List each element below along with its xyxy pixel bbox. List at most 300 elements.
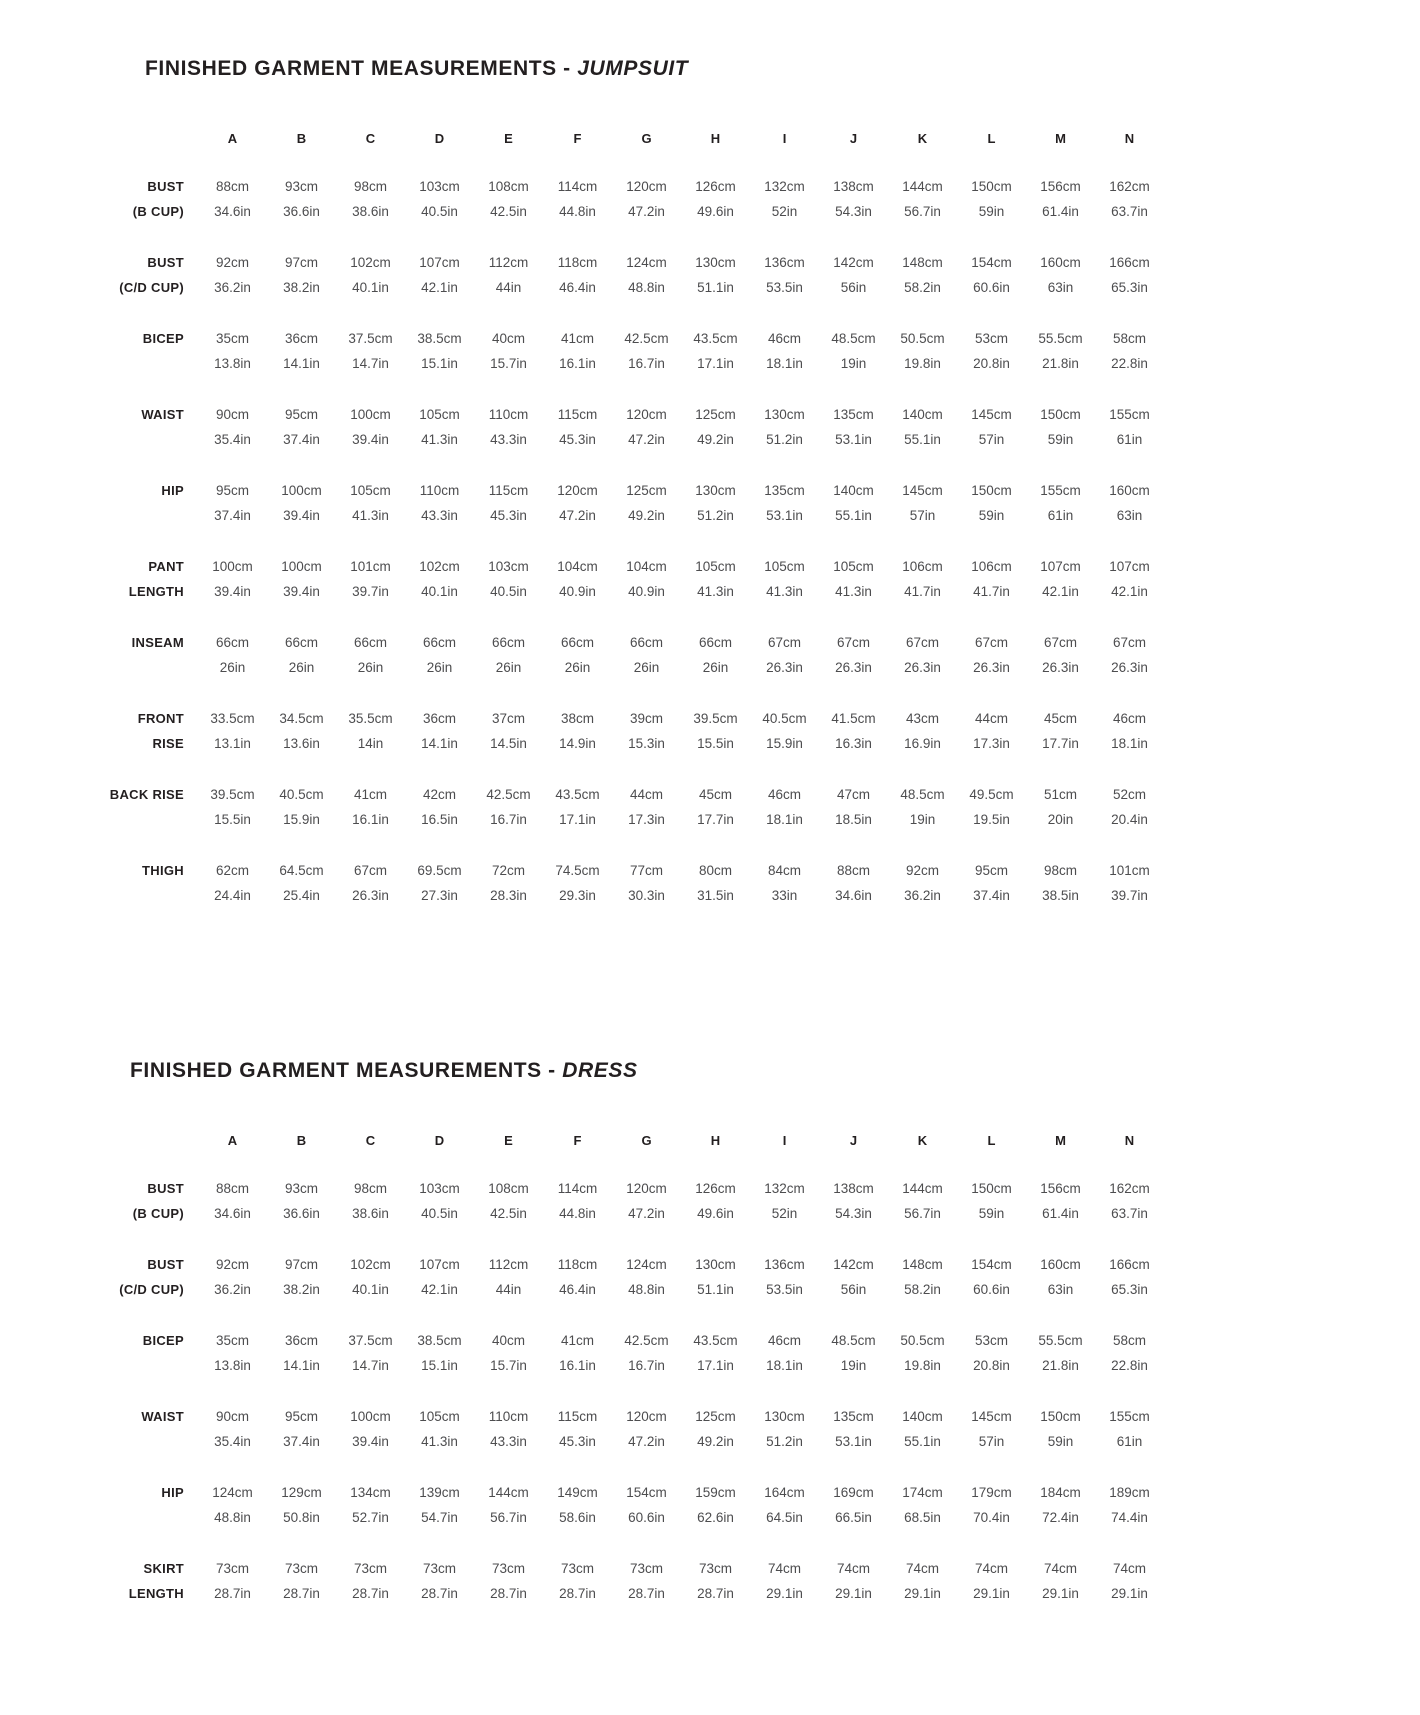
measurement-label: (B CUP) bbox=[132, 1206, 184, 1221]
measurement-label: THIGH bbox=[142, 863, 184, 878]
measurement-value-cm: 43.5cm bbox=[693, 331, 738, 346]
jumpsuit-measurement-row bbox=[48, 402, 1420, 452]
measurement-value-in: 44.8in bbox=[559, 204, 596, 219]
jumpsuit-measurement-row bbox=[48, 174, 1420, 224]
measurement-value-in: 58.2in bbox=[904, 280, 941, 295]
measurement-label: (C/D CUP) bbox=[119, 1282, 184, 1297]
cm-line bbox=[48, 326, 1420, 351]
measurement-value-cm: 135cm bbox=[833, 407, 874, 422]
size-column-header: C bbox=[365, 1132, 376, 1148]
measurement-value-cm: 77cm bbox=[629, 863, 663, 878]
in-line bbox=[48, 1353, 1420, 1378]
jumpsuit-measurement-row bbox=[48, 250, 1420, 300]
measurement-value-in: 34.6in bbox=[214, 204, 251, 219]
measurement-value-cm: 40cm bbox=[491, 331, 525, 346]
measurement-label: RISE bbox=[152, 736, 184, 751]
measurement-value-in: 13.6in bbox=[283, 736, 320, 751]
measurement-value-in: 56.7in bbox=[490, 1510, 527, 1525]
in-line bbox=[48, 1429, 1420, 1454]
measurement-value-in: 51.1in bbox=[697, 280, 734, 295]
measurement-value-in: 27.3in bbox=[421, 888, 458, 903]
measurement-value-cm: 73cm bbox=[353, 1561, 387, 1576]
measurement-value-in: 59in bbox=[978, 508, 1005, 523]
measurement-value-in: 41.3in bbox=[352, 508, 389, 523]
measurement-value-in: 44in bbox=[495, 1282, 522, 1297]
measurement-value-cm: 114cm bbox=[557, 179, 598, 194]
cm-line bbox=[48, 478, 1420, 503]
measurement-value-in: 57in bbox=[909, 508, 936, 523]
measurement-value-in: 38.2in bbox=[283, 280, 320, 295]
measurement-value-cm: 102cm bbox=[350, 1257, 391, 1272]
measurement-value-cm: 58cm bbox=[1112, 1333, 1146, 1348]
measurement-value-cm: 67cm bbox=[905, 635, 939, 650]
measurement-value-in: 19.5in bbox=[973, 812, 1010, 827]
measurement-value-cm: 164cm bbox=[764, 1485, 805, 1500]
measurement-value-cm: 37cm bbox=[491, 711, 525, 726]
measurement-value-in: 29.3in bbox=[559, 888, 596, 903]
measurement-value-in: 61in bbox=[1116, 1434, 1143, 1449]
measurement-value-cm: 88cm bbox=[215, 179, 249, 194]
measurement-value-in: 56in bbox=[840, 280, 867, 295]
measurement-value-in: 18.1in bbox=[1111, 736, 1148, 751]
measurement-value-cm: 108cm bbox=[488, 1181, 529, 1196]
measurement-value-cm: 120cm bbox=[626, 179, 667, 194]
measurement-label: BUST bbox=[147, 1181, 184, 1196]
measurement-value-in: 15.7in bbox=[490, 1358, 527, 1373]
measurement-value-cm: 74cm bbox=[836, 1561, 870, 1576]
measurement-value-in: 37.4in bbox=[973, 888, 1010, 903]
measurement-value-in: 17.3in bbox=[973, 736, 1010, 751]
measurement-value-in: 14.5in bbox=[490, 736, 527, 751]
measurement-value-cm: 66cm bbox=[353, 635, 387, 650]
measurement-value-cm: 97cm bbox=[284, 1257, 318, 1272]
measurement-value-cm: 103cm bbox=[419, 179, 460, 194]
measurement-value-in: 54.3in bbox=[835, 204, 872, 219]
measurement-value-in: 35.4in bbox=[214, 432, 251, 447]
measurement-value-cm: 73cm bbox=[629, 1561, 663, 1576]
measurement-value-in: 30.3in bbox=[628, 888, 665, 903]
measurement-value-in: 29.1in bbox=[766, 1586, 803, 1601]
measurement-value-cm: 130cm bbox=[695, 255, 736, 270]
cm-line bbox=[48, 1404, 1420, 1429]
measurement-value-cm: 134cm bbox=[350, 1485, 391, 1500]
measurement-value-in: 55.1in bbox=[835, 508, 872, 523]
jumpsuit-measurement-row bbox=[48, 554, 1420, 604]
measurement-value-in: 56.7in bbox=[904, 1206, 941, 1221]
measurement-value-in: 36.6in bbox=[283, 1206, 320, 1221]
measurement-value-in: 58.6in bbox=[559, 1510, 596, 1525]
measurement-value-cm: 66cm bbox=[629, 635, 663, 650]
measurement-value-in: 63.7in bbox=[1111, 204, 1148, 219]
dress-measurement-row bbox=[48, 1252, 1420, 1302]
measurement-value-in: 17.1in bbox=[697, 1358, 734, 1373]
measurement-value-cm: 100cm bbox=[212, 559, 253, 574]
measurement-value-in: 52in bbox=[771, 204, 798, 219]
measurement-value-in: 61in bbox=[1116, 432, 1143, 447]
measurement-value-in: 15.1in bbox=[421, 356, 458, 371]
measurement-value-cm: 138cm bbox=[833, 179, 874, 194]
measurement-value-in: 64.5in bbox=[766, 1510, 803, 1525]
measurement-value-in: 21.8in bbox=[1042, 356, 1079, 371]
measurement-value-in: 59in bbox=[978, 1206, 1005, 1221]
measurement-value-in: 26.3in bbox=[973, 660, 1010, 675]
measurement-value-cm: 67cm bbox=[353, 863, 387, 878]
measurement-value-in: 26in bbox=[357, 660, 384, 675]
measurement-value-cm: 43cm bbox=[905, 711, 939, 726]
measurement-value-in: 66.5in bbox=[835, 1510, 872, 1525]
measurement-value-in: 63in bbox=[1116, 508, 1143, 523]
measurement-value-cm: 67cm bbox=[836, 635, 870, 650]
measurement-value-cm: 120cm bbox=[626, 407, 667, 422]
measurement-value-in: 16.1in bbox=[559, 1358, 596, 1373]
size-column-header: I bbox=[782, 130, 787, 146]
size-column-header: M bbox=[1055, 130, 1066, 146]
measurement-value-cm: 145cm bbox=[902, 483, 943, 498]
measurement-value-in: 18.1in bbox=[766, 1358, 803, 1373]
measurement-value-in: 38.6in bbox=[352, 204, 389, 219]
measurement-value-cm: 35cm bbox=[215, 1333, 249, 1348]
measurement-value-cm: 140cm bbox=[902, 1409, 943, 1424]
measurement-value-cm: 41cm bbox=[560, 1333, 594, 1348]
measurement-value-cm: 150cm bbox=[971, 483, 1012, 498]
measurement-value-in: 26.3in bbox=[766, 660, 803, 675]
in-line bbox=[48, 579, 1420, 604]
measurement-value-cm: 48.5cm bbox=[900, 787, 945, 802]
measurement-value-cm: 110cm bbox=[488, 1409, 529, 1424]
measurement-value-cm: 67cm bbox=[1043, 635, 1077, 650]
measurement-value-cm: 49.5cm bbox=[969, 787, 1014, 802]
in-line bbox=[48, 807, 1420, 832]
measurement-value-cm: 38cm bbox=[560, 711, 594, 726]
measurement-value-cm: 88cm bbox=[215, 1181, 249, 1196]
measurement-value-in: 48.8in bbox=[214, 1510, 251, 1525]
measurement-value-in: 26in bbox=[495, 660, 522, 675]
measurement-value-in: 16.9in bbox=[904, 736, 941, 751]
measurement-value-cm: 154cm bbox=[971, 255, 1012, 270]
size-column-header: J bbox=[849, 130, 858, 146]
measurement-value-in: 40.5in bbox=[421, 1206, 458, 1221]
dress-section-title bbox=[130, 1058, 1420, 1084]
measurement-value-cm: 74cm bbox=[767, 1561, 801, 1576]
size-column-header: B bbox=[296, 130, 307, 146]
size-column-header: N bbox=[1124, 130, 1135, 146]
size-column-header: G bbox=[641, 1132, 652, 1148]
dress-measurement-row bbox=[48, 1176, 1420, 1226]
measurement-value-cm: 132cm bbox=[764, 1181, 805, 1196]
measurement-value-in: 29.1in bbox=[1042, 1586, 1079, 1601]
measurement-value-in: 14.9in bbox=[559, 736, 596, 751]
measurement-value-cm: 150cm bbox=[1040, 1409, 1081, 1424]
measurement-value-in: 41.3in bbox=[421, 432, 458, 447]
measurement-value-cm: 50.5cm bbox=[900, 1333, 945, 1348]
measurement-value-cm: 42.5cm bbox=[624, 1333, 669, 1348]
measurement-value-cm: 132cm bbox=[764, 179, 805, 194]
measurement-value-in: 41.7in bbox=[973, 584, 1010, 599]
cm-line bbox=[48, 630, 1420, 655]
measurement-value-cm: 73cm bbox=[560, 1561, 594, 1576]
cm-line bbox=[48, 250, 1420, 275]
measurement-value-cm: 118cm bbox=[557, 1257, 598, 1272]
measurement-value-cm: 95cm bbox=[284, 407, 318, 422]
measurement-value-cm: 92cm bbox=[905, 863, 939, 878]
measurement-value-in: 19in bbox=[840, 356, 867, 371]
measurement-label: BICEP bbox=[142, 331, 184, 346]
measurement-value-in: 15.3in bbox=[628, 736, 665, 751]
measurement-value-cm: 150cm bbox=[971, 1181, 1012, 1196]
measurement-value-cm: 115cm bbox=[557, 1409, 598, 1424]
size-column-header: L bbox=[987, 1132, 996, 1148]
measurement-value-in: 51.2in bbox=[766, 1434, 803, 1449]
size-column-header: E bbox=[504, 130, 513, 146]
in-line bbox=[48, 1201, 1420, 1226]
measurement-value-in: 17.7in bbox=[1042, 736, 1079, 751]
measurement-value-in: 52in bbox=[771, 1206, 798, 1221]
in-line bbox=[48, 275, 1420, 300]
measurement-value-cm: 46cm bbox=[767, 787, 801, 802]
measurement-value-in: 45.3in bbox=[559, 1434, 596, 1449]
measurement-value-in: 20.4in bbox=[1111, 812, 1148, 827]
measurement-value-in: 49.2in bbox=[697, 432, 734, 447]
measurement-value-cm: 102cm bbox=[419, 559, 460, 574]
measurement-value-cm: 98cm bbox=[1043, 863, 1077, 878]
measurement-value-in: 65.3in bbox=[1111, 280, 1148, 295]
size-column-header: B bbox=[296, 1132, 307, 1148]
measurement-value-in: 50.8in bbox=[283, 1510, 320, 1525]
in-line bbox=[48, 883, 1420, 908]
measurement-value-cm: 125cm bbox=[695, 407, 736, 422]
measurement-value-in: 54.3in bbox=[835, 1206, 872, 1221]
measurement-label: WAIST bbox=[141, 407, 184, 422]
jumpsuit-measurement-row bbox=[48, 630, 1420, 680]
measurement-value-in: 61in bbox=[1047, 508, 1074, 523]
measurement-value-cm: 140cm bbox=[833, 483, 874, 498]
measurement-value-cm: 66cm bbox=[284, 635, 318, 650]
measurement-value-cm: 74.5cm bbox=[555, 863, 600, 878]
measurement-value-in: 48.8in bbox=[628, 1282, 665, 1297]
measurement-value-in: 47.2in bbox=[628, 432, 665, 447]
measurement-value-cm: 33.5cm bbox=[210, 711, 255, 726]
measurement-value-cm: 40cm bbox=[491, 1333, 525, 1348]
dress-measurement-row bbox=[48, 1328, 1420, 1378]
measurement-value-in: 63in bbox=[1047, 1282, 1074, 1297]
measurement-value-in: 60.6in bbox=[973, 1282, 1010, 1297]
measurement-value-cm: 145cm bbox=[971, 407, 1012, 422]
measurement-value-in: 59in bbox=[978, 204, 1005, 219]
measurement-value-cm: 62cm bbox=[215, 863, 249, 878]
size-column-header: E bbox=[504, 1132, 513, 1148]
measurement-value-cm: 120cm bbox=[557, 483, 598, 498]
measurement-value-cm: 101cm bbox=[1109, 863, 1150, 878]
measurement-value-in: 20.8in bbox=[973, 356, 1010, 371]
measurement-value-in: 41.3in bbox=[766, 584, 803, 599]
measurement-value-cm: 140cm bbox=[902, 407, 943, 422]
measurement-value-cm: 95cm bbox=[284, 1409, 318, 1424]
measurement-value-cm: 105cm bbox=[419, 407, 460, 422]
measurement-value-in: 14.7in bbox=[352, 1358, 389, 1373]
measurement-value-cm: 80cm bbox=[698, 863, 732, 878]
measurement-value-cm: 90cm bbox=[215, 407, 249, 422]
measurement-value-cm: 162cm bbox=[1109, 179, 1150, 194]
measurement-value-cm: 41cm bbox=[560, 331, 594, 346]
measurement-value-cm: 46cm bbox=[1112, 711, 1146, 726]
measurement-label: BUST bbox=[147, 179, 184, 194]
measurement-value-in: 17.1in bbox=[559, 812, 596, 827]
cm-line bbox=[48, 554, 1420, 579]
measurement-value-in: 26in bbox=[288, 660, 315, 675]
measurement-value-in: 28.7in bbox=[697, 1586, 734, 1601]
measurement-value-in: 19in bbox=[909, 812, 936, 827]
measurement-value-in: 39.7in bbox=[352, 584, 389, 599]
measurement-value-cm: 105cm bbox=[833, 559, 874, 574]
measurement-value-in: 29.1in bbox=[973, 1586, 1010, 1601]
measurement-value-in: 14.1in bbox=[283, 356, 320, 371]
measurement-value-cm: 150cm bbox=[1040, 407, 1081, 422]
measurement-value-in: 47.2in bbox=[628, 1206, 665, 1221]
measurement-value-in: 38.5in bbox=[1042, 888, 1079, 903]
size-column-header: I bbox=[782, 1132, 787, 1148]
measurement-value-in: 43.3in bbox=[490, 1434, 527, 1449]
dress-measurements-table bbox=[48, 1130, 1420, 1606]
measurement-value-cm: 47cm bbox=[836, 787, 870, 802]
measurement-value-in: 26in bbox=[564, 660, 591, 675]
measurement-value-in: 46.4in bbox=[559, 1282, 596, 1297]
measurement-value-in: 31.5in bbox=[697, 888, 734, 903]
measurement-value-in: 62.6in bbox=[697, 1510, 734, 1525]
measurement-value-cm: 36cm bbox=[422, 711, 456, 726]
measurement-value-in: 36.6in bbox=[283, 204, 320, 219]
measurement-value-cm: 46cm bbox=[767, 331, 801, 346]
measurement-value-cm: 90cm bbox=[215, 1409, 249, 1424]
dress-measurement-row bbox=[48, 1404, 1420, 1454]
size-column-header: J bbox=[849, 1132, 858, 1148]
measurement-value-in: 39.7in bbox=[1111, 888, 1148, 903]
measurement-value-in: 22.8in bbox=[1111, 356, 1148, 371]
measurement-value-cm: 126cm bbox=[695, 1181, 736, 1196]
measurement-value-in: 55.1in bbox=[904, 432, 941, 447]
measurement-value-in: 42.1in bbox=[421, 280, 458, 295]
measurement-value-in: 53.5in bbox=[766, 280, 803, 295]
measurement-value-cm: 73cm bbox=[284, 1561, 318, 1576]
measurement-value-cm: 101cm bbox=[350, 559, 391, 574]
measurement-value-cm: 138cm bbox=[833, 1181, 874, 1196]
measurement-label: HIP bbox=[161, 483, 184, 498]
measurement-value-in: 20.8in bbox=[973, 1358, 1010, 1373]
in-line bbox=[48, 731, 1420, 756]
measurement-value-in: 26.3in bbox=[1042, 660, 1079, 675]
measurement-value-cm: 48.5cm bbox=[831, 1333, 876, 1348]
measurement-value-cm: 120cm bbox=[626, 1409, 667, 1424]
measurement-label: INSEAM bbox=[131, 635, 184, 650]
measurement-value-in: 15.5in bbox=[214, 812, 251, 827]
measurement-value-cm: 39.5cm bbox=[693, 711, 738, 726]
measurement-value-cm: 74cm bbox=[905, 1561, 939, 1576]
measurement-value-in: 28.7in bbox=[559, 1586, 596, 1601]
measurement-value-cm: 125cm bbox=[695, 1409, 736, 1424]
measurement-value-in: 45.3in bbox=[559, 432, 596, 447]
dress-title-prefix: FINISHED GARMENT MEASUREMENTS - bbox=[130, 1059, 563, 1082]
measurement-value-in: 38.6in bbox=[352, 1206, 389, 1221]
measurement-value-in: 15.5in bbox=[697, 736, 734, 751]
measurement-value-cm: 154cm bbox=[971, 1257, 1012, 1272]
measurement-value-in: 26.3in bbox=[835, 660, 872, 675]
dress-size-header-row bbox=[48, 1130, 1420, 1150]
measurement-value-in: 15.1in bbox=[421, 1358, 458, 1373]
measurement-value-in: 38.2in bbox=[283, 1282, 320, 1297]
measurement-value-in: 44.8in bbox=[559, 1206, 596, 1221]
measurement-value-cm: 110cm bbox=[419, 483, 460, 498]
measurement-value-cm: 166cm bbox=[1109, 1257, 1150, 1272]
measurement-value-in: 16.7in bbox=[490, 812, 527, 827]
in-line bbox=[48, 503, 1420, 528]
measurement-value-in: 46.4in bbox=[559, 280, 596, 295]
dress-measurement-row bbox=[48, 1480, 1420, 1530]
measurement-value-in: 70.4in bbox=[973, 1510, 1010, 1525]
measurement-value-in: 26in bbox=[219, 660, 246, 675]
size-column-header: L bbox=[987, 130, 996, 146]
in-line bbox=[48, 427, 1420, 452]
measurement-value-cm: 41cm bbox=[353, 787, 387, 802]
measurement-value-in: 40.9in bbox=[628, 584, 665, 599]
measurement-value-cm: 107cm bbox=[419, 1257, 460, 1272]
measurement-value-cm: 144cm bbox=[902, 1181, 943, 1196]
measurement-value-in: 37.4in bbox=[283, 432, 320, 447]
measurement-value-cm: 162cm bbox=[1109, 1181, 1150, 1196]
measurement-value-cm: 136cm bbox=[764, 255, 805, 270]
measurement-value-cm: 51cm bbox=[1043, 787, 1077, 802]
measurement-value-in: 16.1in bbox=[352, 812, 389, 827]
measurement-value-in: 37.4in bbox=[214, 508, 251, 523]
measurement-value-in: 57in bbox=[978, 1434, 1005, 1449]
measurement-value-cm: 72cm bbox=[491, 863, 525, 878]
measurement-value-cm: 169cm bbox=[833, 1485, 874, 1500]
measurement-value-in: 13.8in bbox=[214, 356, 251, 371]
measurement-value-cm: 44cm bbox=[629, 787, 663, 802]
measurement-value-in: 16.7in bbox=[628, 1358, 665, 1373]
jumpsuit-measurement-row bbox=[48, 858, 1420, 908]
measurement-value-cm: 74cm bbox=[1043, 1561, 1077, 1576]
measurement-value-cm: 37.5cm bbox=[348, 331, 393, 346]
measurement-value-cm: 52cm bbox=[1112, 787, 1146, 802]
in-line bbox=[48, 351, 1420, 376]
measurement-value-in: 41.3in bbox=[421, 1434, 458, 1449]
measurement-value-cm: 64.5cm bbox=[279, 863, 324, 878]
measurement-value-in: 40.1in bbox=[421, 584, 458, 599]
measurement-value-in: 49.2in bbox=[628, 508, 665, 523]
measurement-value-cm: 118cm bbox=[557, 255, 598, 270]
measurement-value-in: 14.7in bbox=[352, 356, 389, 371]
measurement-value-in: 63.7in bbox=[1111, 1206, 1148, 1221]
measurement-value-cm: 42cm bbox=[422, 787, 456, 802]
measurement-value-cm: 53cm bbox=[974, 1333, 1008, 1348]
measurement-value-cm: 42.5cm bbox=[486, 787, 531, 802]
measurement-value-cm: 155cm bbox=[1040, 483, 1081, 498]
measurement-value-in: 39.4in bbox=[283, 508, 320, 523]
measurement-value-in: 17.7in bbox=[697, 812, 734, 827]
measurement-value-cm: 73cm bbox=[422, 1561, 456, 1576]
measurement-value-in: 52.7in bbox=[352, 1510, 389, 1525]
size-column-header: N bbox=[1124, 1132, 1135, 1148]
measurement-value-cm: 103cm bbox=[488, 559, 529, 574]
measurement-value-cm: 92cm bbox=[215, 255, 249, 270]
measurement-value-cm: 34.5cm bbox=[279, 711, 324, 726]
measurement-value-cm: 67cm bbox=[974, 635, 1008, 650]
measurement-value-in: 54.7in bbox=[421, 1510, 458, 1525]
measurement-label: SKIRT bbox=[143, 1561, 184, 1576]
measurement-value-cm: 115cm bbox=[557, 407, 598, 422]
measurement-value-in: 19.8in bbox=[904, 356, 941, 371]
measurement-value-in: 29.1in bbox=[904, 1586, 941, 1601]
measurement-value-in: 35.4in bbox=[214, 1434, 251, 1449]
